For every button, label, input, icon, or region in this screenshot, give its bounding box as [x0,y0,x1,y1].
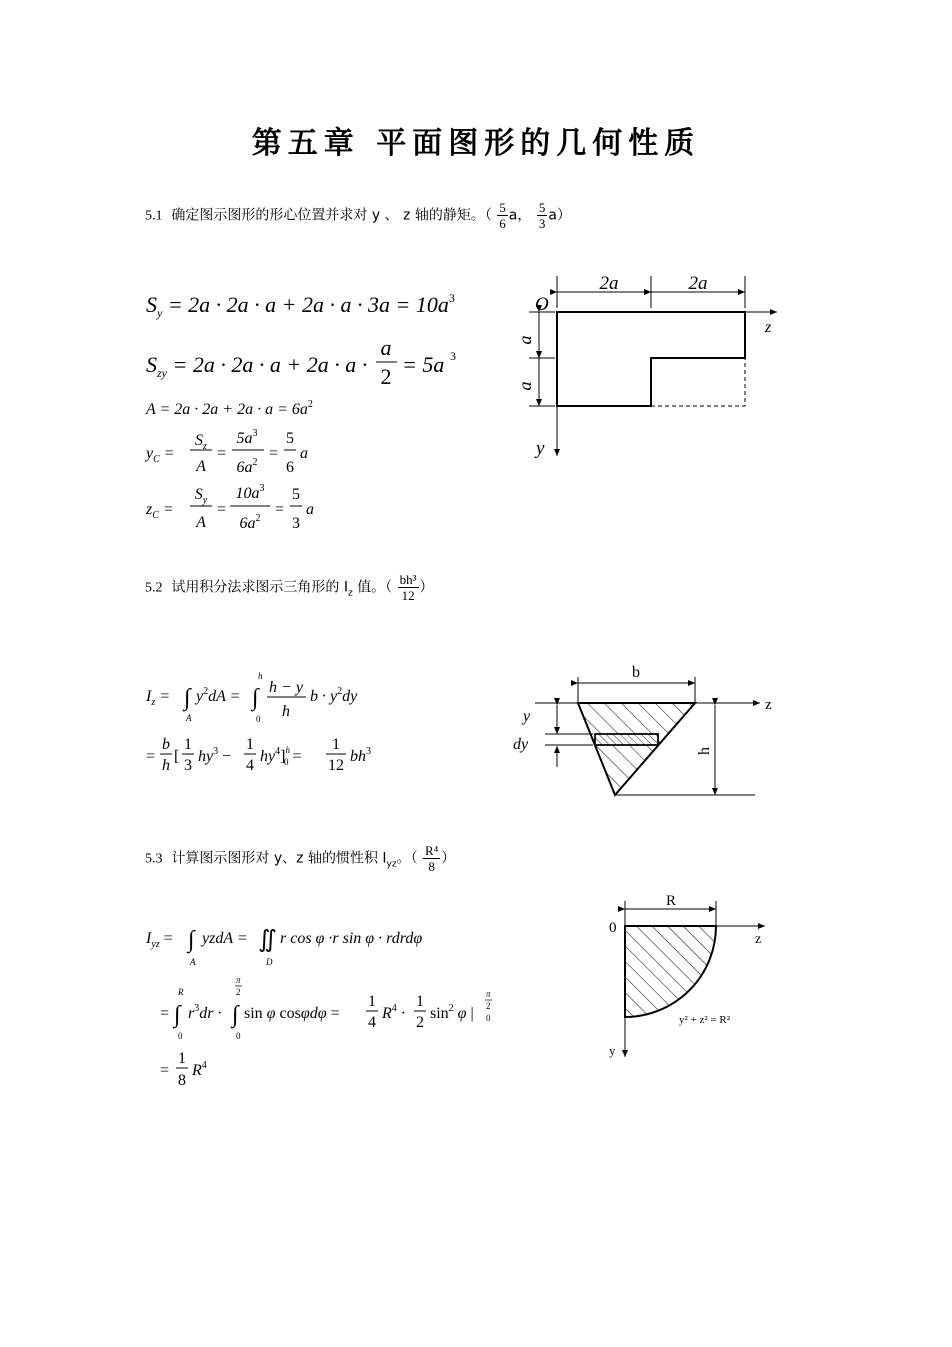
axis-label-y: y [536,438,545,459]
svg-text:hy4]h0 =: $hy^4]^h$ 0 = [260,745,302,767]
figure-5-1 [505,268,795,468]
svg-text:12: 12 [328,757,344,774]
answer-var: a [508,207,518,224]
axis-label-z: z [755,932,762,947]
answer-var: a [548,207,557,224]
svg-text:8: 8 [178,1072,186,1089]
svg-text:∫: ∫ [174,1002,181,1028]
svg-text:10a3: $10a^3$ [235,483,265,502]
svg-text:2: 2 [380,364,392,389]
svg-text:6a2: $6a^2$ [236,457,258,476]
svg-text:1: 1 [246,736,254,753]
svg-text:3: 3 [292,515,300,532]
problem-number: 5.1 [145,208,163,224]
problem-number: 5.3 [145,851,163,867]
problem-5-2-statement: 5.2 试用积分法求图示三角形的 $I_z$ 值。（ $\frac{\text{bh³}}{12}$ ） [145,572,434,603]
svg-text:yzdA =: yzdA = [202,930,248,947]
svg-text:= 5a: = 5a [402,352,445,377]
dim-label: y [523,708,531,725]
svg-text:R4 ·: $R^4$ · [382,1003,407,1022]
svg-text:r3dr ·: $r^3dr$ · [188,1003,222,1022]
dim-label: dy [513,736,529,753]
dim-label: a [515,335,535,345]
svg-text:h: h [162,757,170,774]
svg-text:a: a [306,501,314,518]
svg-text:π: π [486,989,491,999]
dim-label: R [665,893,677,909]
svg-text:=: = [216,445,227,462]
curve-label: y² + z² = R² [679,1014,731,1026]
figure-5-2 [505,655,795,805]
svg-text:∫: ∫ [232,1002,239,1028]
answer-fraction: $\frac{\text{bh³}}{12}$ [399,572,417,603]
answer-fraction: $\frac{\text{R⁴}}{8}$ [425,843,439,874]
svg-text:0: 0 [486,1013,491,1023]
svg-text:∬: ∬ [258,927,277,953]
svg-text:=: = [160,1005,170,1022]
svg-text:R: R [178,987,184,997]
problem-number: 5.2 [145,580,163,596]
page-title: 第五章 平面图形的几何性质 [251,126,701,161]
dim-label: b [632,664,640,681]
svg-text:b · y2dy: $b \cdot y^2dy$ [310,686,358,705]
svg-text:1: 1 [184,736,192,753]
svg-text:5: 5 [286,430,294,447]
equation-line: $S_y = 2a \cdot 2a \cdot a + 2a \cdot a \cdot 3a = 10a^3$ [146,291,455,320]
solution-5-2 [140,665,500,785]
answer-fraction: $\frac{5}{3}$ [538,200,546,231]
axis-label-y: y [609,1043,616,1058]
dim-label: 2a [599,273,619,294]
svg-text:b: b [162,736,170,753]
origin-label: O [535,294,549,315]
svg-text:a: a [380,335,392,360]
svg-text:1: 1 [368,993,376,1010]
svg-text:=: = [160,1062,170,1079]
svg-text:0: 0 [178,1031,183,1041]
equation-line: $S_{zy} = 2a \cdot 2a \cdot a + 2a \cdot a$ · [146,352,368,380]
answer-fraction: $\frac{5}{6}$ [499,200,506,231]
svg-text:1: 1 [332,736,340,753]
svg-text:sin φ cosφdφ =: sin φ cosφdφ = [244,1005,340,1022]
svg-text:=: = [274,501,285,518]
svg-text:5: 5 [292,486,300,503]
svg-text:∫: ∫ [252,685,259,711]
svg-text:2: 2 [486,1001,491,1011]
svg-text:D: D [266,957,273,967]
svg-text:h: h [258,671,263,681]
svg-text:a: a [300,445,308,462]
svg-text:Sy: $S_y$ [194,486,208,506]
dim-label: a [515,381,535,391]
svg-text:3: 3 [184,757,192,774]
svg-text:h − y: h − y [269,679,303,696]
solution-5-3 [140,915,520,1105]
svg-text:π: π [236,975,241,985]
problem-5-3-statement: 5.3 计算图示图形对 y、z 轴的惯性积 $I_{yz}$。（ $\frac{\text{R⁴}}{8}$ ） [145,843,456,874]
problem-5-1-statement: 5.1 确定图示图形的形心位置并求对 y 、 z 轴的静矩。（ $\frac{5}{6}$ a， $\frac{5}{3}$ a） [145,200,571,231]
svg-text:A: A [190,957,196,967]
dim-label: h [696,747,713,755]
svg-text:=: = [268,445,279,462]
svg-text:5a3: $5a^3$ [236,428,258,447]
svg-text:A: A [196,514,206,531]
svg-text:4: 4 [368,1014,376,1031]
svg-text:2: 2 [416,1014,424,1031]
equation-line: $y_C$ = [146,445,175,465]
svg-text:A: A [186,713,192,723]
svg-text:6: 6 [286,459,294,476]
origin-label: 0 [609,920,617,936]
svg-text:2: 2 [236,987,241,997]
svg-text:1: 1 [178,1050,186,1067]
svg-text:y2dA =: $y^2dA$ = [196,686,241,705]
svg-text:3: 3 [450,349,456,363]
equation-line: $z_C$ = [146,501,174,521]
svg-text:bh3: $bh^3$ [350,746,371,765]
svg-text:0: 0 [256,714,261,724]
svg-text:Iz =: $I_z$ = [146,688,171,708]
svg-text:=: = [146,748,156,765]
svg-text:1: 1 [416,993,424,1010]
figure-5-3 [595,885,785,1065]
svg-text:sin2 φ |: $\sin^2 \varphi$ | [430,1003,474,1022]
svg-text:∫: ∫ [188,927,195,953]
solution-5-1 [140,280,500,540]
problem-text: 确定图示图形的形心位置并求对 y 、 z 轴的静矩。（ [171,207,492,224]
problem-text: 计算图示图形对 y、z 轴的惯性积 I [171,850,387,867]
axis-label-z: z [765,319,772,336]
svg-text:=: = [216,501,227,518]
svg-text:6a2: $6a^2$ [239,513,261,532]
equation-line: $A = 2a \cdot 2a + 2a \cdot a = 6a^2$ [146,399,313,418]
problem-text: 试用积分法求图示三角形的 I [171,579,348,596]
svg-text:h: h [282,703,290,720]
svg-text:0: 0 [236,1031,241,1041]
svg-text:∫: ∫ [184,685,191,711]
svg-text:A: A [196,458,206,475]
svg-text:Sz: $S_z$ [195,432,207,452]
svg-text:Iyz =: $I_{yz}$ = [146,930,173,950]
svg-text:r cos φ ·r sin φ · rdrdφ: r cos φ ·r sin φ · rdrdφ [280,930,423,947]
axis-label-z: z [765,697,772,713]
svg-text:hy3 −: $hy^3$ − [198,746,232,765]
svg-text:[: [ [174,748,180,765]
svg-text:4: 4 [246,757,254,774]
dim-label: 2a [688,273,708,294]
svg-text:R4: $R^4$ [192,1060,207,1079]
